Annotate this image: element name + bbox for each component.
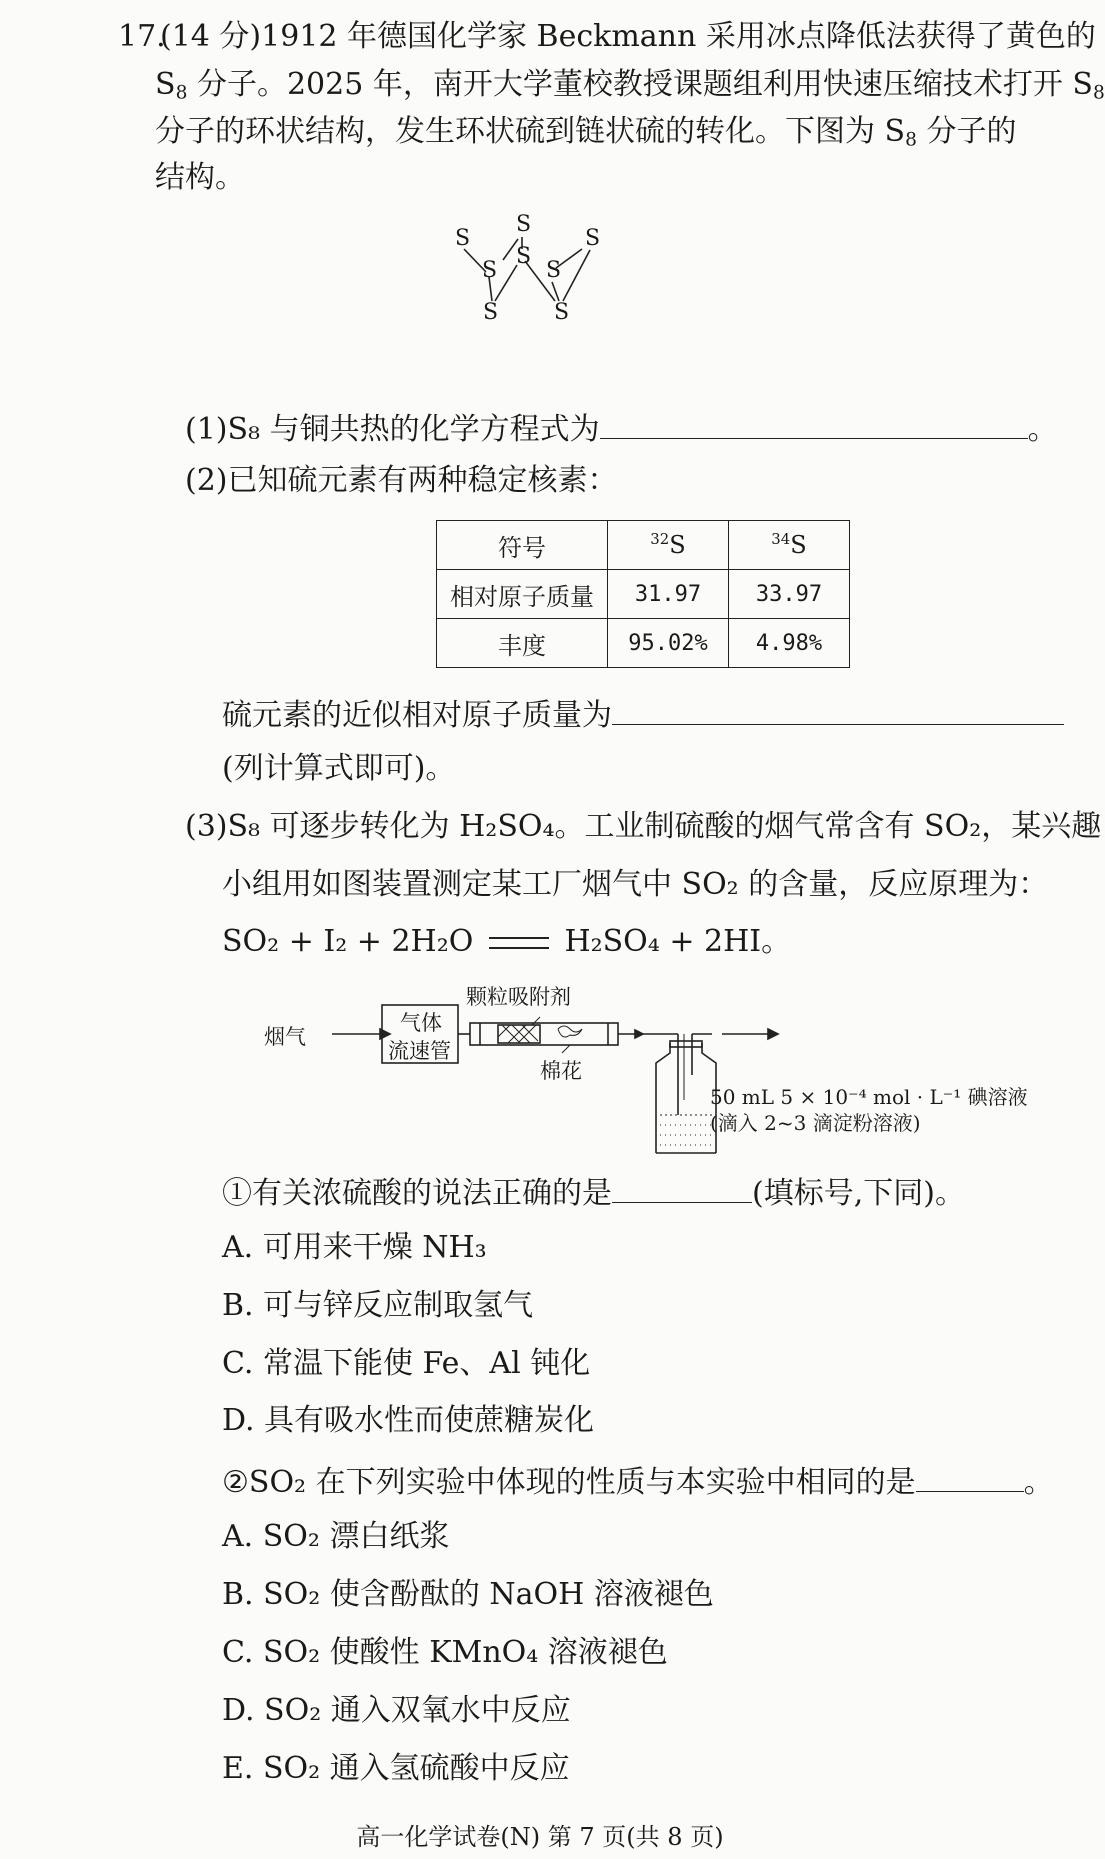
wash-bottle	[656, 1043, 716, 1153]
table-row	[437, 521, 850, 570]
table-cell: $^{34}$S	[729, 521, 850, 570]
question-number: 17.	[118, 19, 166, 54]
q2-option-e[interactable]: E. SO₂ 通入氢硫酸中反应	[222, 1751, 570, 1786]
part3-line-2: 小组用如图装置测定某工厂烟气中 SO₂ 的含量，反应原理为：	[222, 867, 1049, 902]
sulfur-atom: S	[546, 258, 562, 283]
sulfur-atom: S	[483, 300, 499, 325]
sulfur-atom: S	[516, 244, 532, 269]
q2-option-d[interactable]: D. SO₂ 通入双氧水中反应	[222, 1693, 571, 1728]
flue-gas-label: 烟气	[264, 1025, 306, 1049]
s8-formula: $S_8$	[1072, 67, 1105, 104]
sulfur-atom: S	[585, 226, 601, 251]
answer-blank[interactable]	[612, 1176, 752, 1203]
flow-tube-label-2: 流速管	[388, 1039, 451, 1063]
table-cell: $^{32}$S	[608, 521, 729, 570]
adsorbent-tube	[470, 1023, 618, 1045]
answer-blank[interactable]	[600, 412, 1028, 439]
bond	[468, 233, 518, 241]
q2-option-b[interactable]: B. SO₂ 使含酚酞的 NaOH 溶液褪色	[222, 1577, 714, 1612]
iodine-solution-label: 50 mL 5 × 10⁻⁴ mol · L⁻¹ 碘溶液	[710, 1085, 1028, 1109]
bond	[563, 250, 590, 301]
part3-line-1: (3)S₈ 可逐步转化为 H₂SO₄。工业制硫酸的烟气常含有 SO₂，某兴趣	[185, 809, 1102, 844]
table-row	[437, 570, 850, 619]
q1-stem: ①有关浓硫酸的说法正确的是 (填标号,下同)。	[222, 1176, 965, 1211]
sulfur-atom: S	[455, 226, 471, 251]
intro-line-1: (14 分)1912 年德国化学家 Beckmann 采用冰点降低法获得了黄色的	[160, 19, 1096, 54]
sulfur-atom: S	[554, 300, 570, 325]
table-cell: 95.02%	[608, 619, 729, 668]
table-cell: 4.98%	[729, 619, 850, 668]
flow-tube-label-1: 气体	[400, 1011, 442, 1035]
cotton-plug	[558, 1026, 582, 1037]
part2-text: (2)已知硫元素有两种稳定核素：	[185, 463, 618, 498]
cotton-label: 棉花	[540, 1059, 582, 1083]
s8-formula: $S_8$	[884, 114, 917, 151]
isotope-table	[436, 520, 850, 668]
q1-option-b[interactable]: B. 可与锌反应制取氢气	[222, 1288, 534, 1323]
answer-blank[interactable]	[916, 1465, 1024, 1492]
intro-line-2: $S_8$ 分子。2025 年，南开大学董校教授课题组利用快速压缩技术打开 $S_8$	[155, 67, 1105, 104]
table-cell: 丰度	[437, 619, 608, 668]
q2-option-a[interactable]: A. SO₂ 漂白纸浆	[222, 1519, 450, 1554]
q2-stem: ②SO₂ 在下列实验中体现的性质与本实验中相同的是 。	[222, 1465, 1054, 1500]
bond	[495, 265, 517, 301]
sulfur-atom: S	[482, 258, 498, 283]
answer-blank[interactable]	[612, 698, 1064, 725]
table-cell: 33.97	[729, 570, 850, 619]
q1-option-a[interactable]: A. 可用来干燥 NH₃	[222, 1230, 487, 1265]
q1-option-d[interactable]: D. 具有吸水性而使蔗糖炭化	[222, 1403, 595, 1438]
part1-text: (1)S₈ 与铜共热的化学方程式为 。	[185, 412, 1058, 447]
q2-option-c[interactable]: C. SO₂ 使酸性 KMnO₄ 溶液褪色	[222, 1635, 668, 1670]
intro-line-3: 分子的环状结构，发生环状硫到链状硫的转化。下图为 $S_8$ 分子的	[155, 114, 1017, 151]
part2-note: (列计算式即可)。	[222, 751, 456, 786]
reaction-equation: SO₂ + I₂ + 2H₂O H₂SO₄ + 2HI。	[222, 924, 792, 959]
table-cell: 31.97	[608, 570, 729, 619]
table-cell: 相对原子质量	[437, 570, 608, 619]
table-row	[437, 619, 850, 668]
table-cell: 符号	[437, 521, 608, 570]
adsorbent-label: 颗粒吸附剂	[466, 985, 571, 1009]
s8-molecule-diagram	[430, 205, 630, 330]
part2-answer-line: 硫元素的近似相对原子质量为	[222, 698, 1064, 731]
intro-line-4: 结构。	[155, 160, 245, 195]
s8-formula: $S_8$	[155, 67, 188, 104]
q1-option-c[interactable]: C. 常温下能使 Fe、Al 钝化	[222, 1346, 591, 1381]
page-footer: 高一化学试卷(N) 第 7 页(共 8 页)	[356, 1823, 724, 1851]
equals-sign	[489, 937, 549, 949]
sulfur-atom: S	[516, 212, 532, 237]
apparatus-diagram	[264, 985, 1028, 1155]
starch-label: (滴入 2~3 滴淀粉溶液)	[710, 1111, 921, 1135]
